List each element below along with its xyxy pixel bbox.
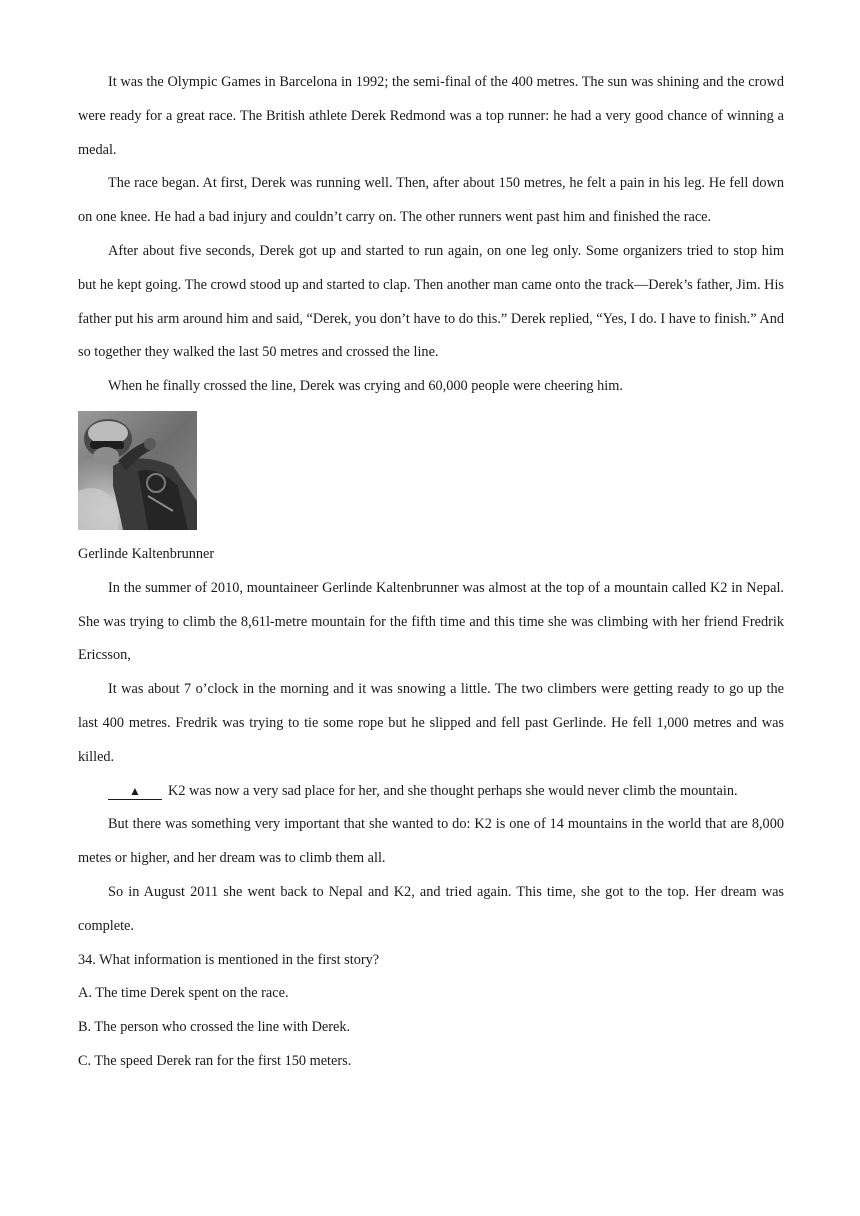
triangle-marker-icon: ▲: [129, 783, 141, 798]
story2-paragraph-1: In the summer of 2010, mountaineer Gerlinde Kaltenbrunner was almost at the top of a mountain called K2 in Nepal. She was trying to climb the 8,61l-metre mountain for the fifth time and this time she was climbing with her friend Fredrik Ericsson,: [78, 579, 784, 664]
story2-blank-paragraph: [78, 775, 784, 809]
answer-blank[interactable]: [108, 783, 162, 800]
document-page: [78, 66, 784, 1079]
story2-paragraph-4: So in August 2011 she went back to Nepal and K2, and tried again. This time, she got to the top. Her dream was complete.: [78, 883, 784, 934]
mountaineer-photo: [78, 411, 197, 530]
blank-sentence: K2 was now a very sad place for her, and she thought perhaps she would never climb the mountain.: [168, 782, 738, 799]
option-c: C. The speed Derek ran for the first 150 meters.: [78, 1052, 352, 1069]
story1-paragraph-4: When he finally crossed the line, Derek was crying and 60,000 people were cheering him.: [108, 378, 623, 395]
option-b: B. The person who crossed the line with Derek.: [78, 1019, 351, 1036]
photo-caption: Gerlinde Kaltenbrunner: [78, 545, 215, 562]
question-text: 34. What information is mentioned in the first story?: [78, 951, 380, 968]
story2-paragraph-3: But there was something very important that she wanted to do: K2 is one of 14 mountains in the world that are 8,000 metes or higher, and her dream was to climb them all.: [78, 816, 784, 867]
option-a: A. The time Derek spent on the race.: [78, 985, 289, 1002]
story1-paragraph-2: The race began. At first, Derek was running well. Then, after about 150 metres, he felt a pain in his leg. He fell down on one knee. He had a bad injury and couldn’t carry on. The other runners went past him and finished the race.: [78, 175, 784, 226]
story2-paragraph-2: It was about 7 o’clock in the morning and it was snowing a little. The two climbers were getting ready to go up the last 400 metres. Fredrik was trying to tie some rope but he slipped and fell past Gerlinde. He fell 1,000 metres and was killed.: [78, 681, 784, 765]
story1-paragraph-1: It was the Olympic Games in Barcelona in 1992; the semi-final of the 400 metres. The sun was shining and the crowd were ready for a great race. The British athlete Derek Redmond was a top runner: he had a very good chance of winning a medal.: [78, 74, 784, 158]
story1-paragraph-3: After about five seconds, Derek got up and started to run again, on one leg only. Some organizers tried to stop him but he kept going. The crowd stood up and started to clap. Then another man came onto the track—Derek’s father, Jim. His father put his arm around him and said, “Derek, you don’t have to do this.” Derek replied, “Yes, I do. I have to finish.” And so together they walked the last 50 metres and crossed the line.: [78, 242, 784, 361]
